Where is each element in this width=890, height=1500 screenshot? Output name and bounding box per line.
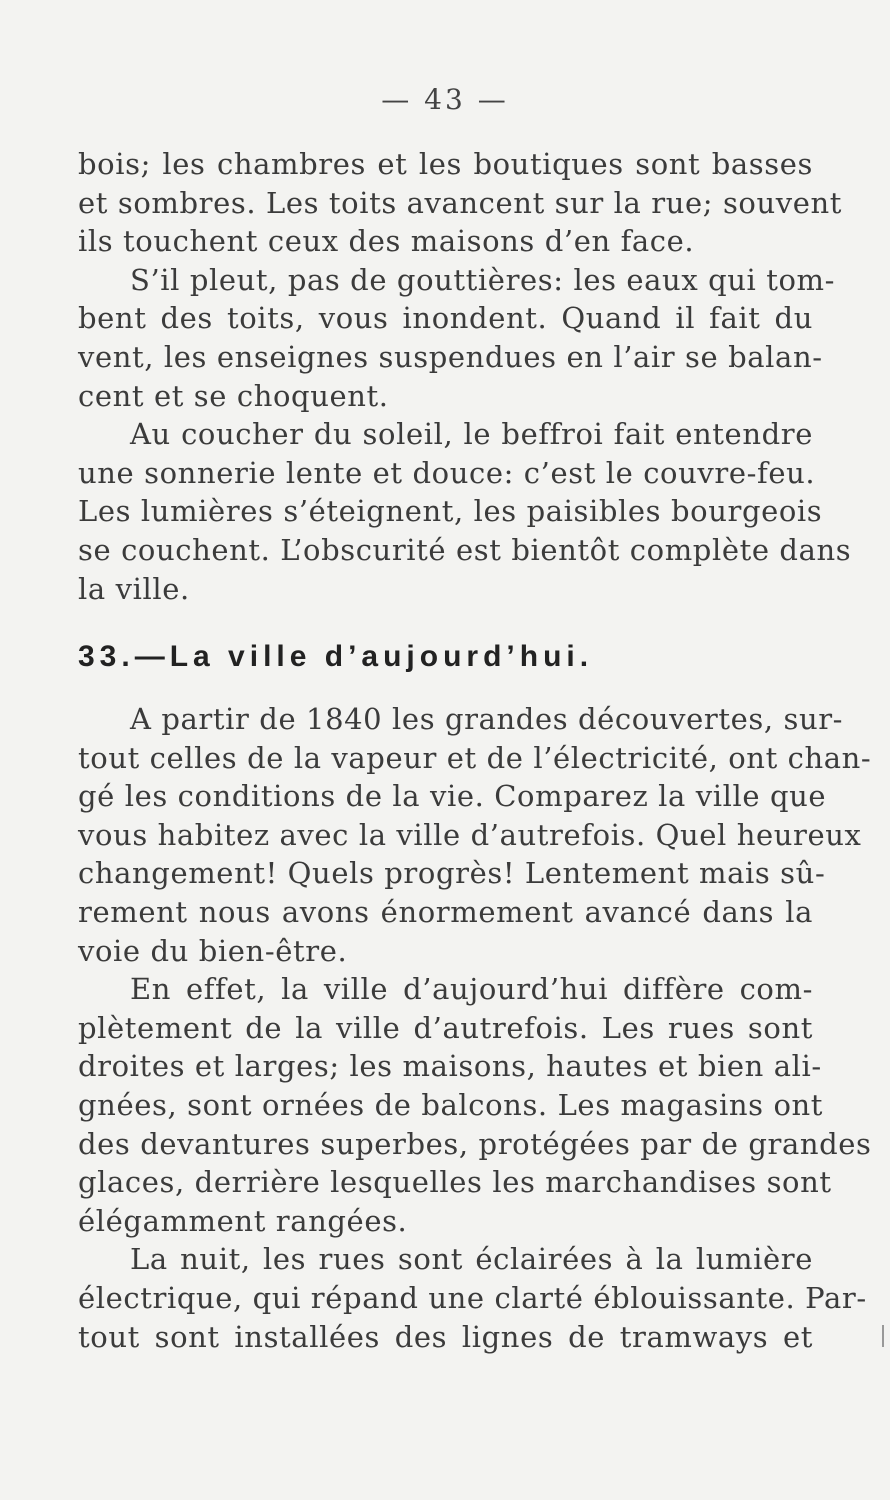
page-number: — 43 — — [381, 83, 509, 116]
text-line: tout sont installées des lignes de tramways et — [78, 1319, 813, 1354]
text-block-upper — [78, 145, 852, 608]
text-line: changement! Quels progrès! Lentement mais sû- — [78, 856, 826, 891]
text-line: bent des toits, vous inondent. Quand il fait du — [78, 301, 813, 336]
text-line: élégamment rangées. — [78, 1203, 408, 1238]
text-line: gé les conditions de la vie. Comparez la ville que — [78, 779, 827, 814]
text-line: En effet, la ville d’aujourd’hui diffère com- — [130, 972, 813, 1007]
text-line: et sombres. Les toits avancent sur la rue; souvent — [78, 185, 843, 220]
text-line: droites et larges; les maisons, hautes et bien ali- — [78, 1049, 822, 1084]
text-line: voie du bien-être. — [78, 933, 348, 968]
text-line: tout celles de la vapeur et de l’électricité, ont chan- — [78, 740, 872, 775]
text-line: Au coucher du soleil, le beffroi fait entendre — [130, 417, 813, 452]
section-heading: 33.—La ville d’aujourd’hui. — [78, 640, 594, 673]
text-line: bois; les chambres et les boutiques sont basses — [78, 147, 813, 181]
text-line: La nuit, les rues sont éclairées à la lumière — [130, 1242, 813, 1277]
text-line: glaces, derrière lesquelles les marchandises sont — [78, 1165, 832, 1200]
text-line: électrique, qui répand une clarté éblouissante. Par- — [78, 1280, 867, 1315]
text-line: ils touchent ceux des maisons d’en face. — [78, 224, 695, 259]
text-line: vent, les enseignes suspendues en l’air se balan- — [78, 339, 823, 374]
text-line: la ville. — [78, 571, 190, 606]
text-line: plètement de la ville d’autrefois. Les rues sont — [78, 1010, 813, 1045]
text-block-lower — [78, 700, 872, 1356]
text-line: cent et se choquent. — [78, 378, 389, 413]
margin-mark — [882, 1325, 884, 1347]
text-line: se couchent. L’obscurité est bientôt complète dans — [78, 532, 852, 567]
text-line: une sonnerie lente et douce: c’est le couvre-feu. — [78, 455, 816, 490]
text-line: des devantures superbes, protégées par de grandes — [78, 1126, 872, 1161]
text-line: S’il pleut, pas de gouttières: les eaux qui tom- — [130, 262, 836, 297]
text-line: Les lumières s’éteignent, les paisibles bourgeois — [78, 494, 823, 529]
text-line: vous habitez avec la ville d’autrefois. Quel heureux — [78, 817, 862, 852]
text-line: A partir de 1840 les grandes découvertes, sur- — [130, 702, 844, 736]
text-line: gnées, sont ornées de balcons. Les magasins ont — [78, 1087, 824, 1122]
text-line: rement nous avons énormement avancé dans la — [78, 894, 813, 929]
